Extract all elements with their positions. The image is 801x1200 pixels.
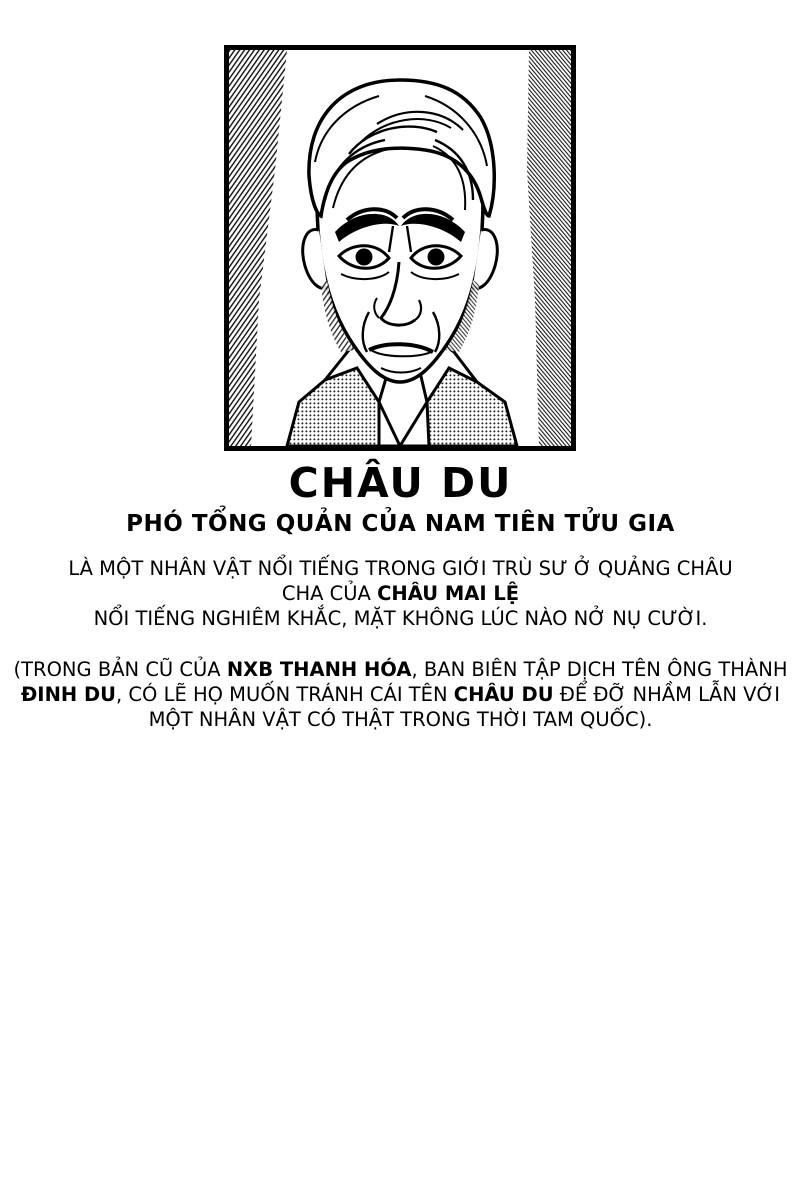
translator-note [0, 658, 801, 733]
note-line-1-suffix: , BAN BIÊN TẬP DỊCH TÊN ÔNG THÀNH [411, 658, 788, 682]
note-line-3: MỘT NHÂN VẬT CÓ THẬT TRONG THỜI TAM QUỐC). [148, 708, 653, 732]
note-line-1-prefix: (TRONG BẢN CŨ CỦA [13, 658, 227, 682]
description-line-3: NỔI TIẾNG NGHIÊM KHẮC, MẶT KHÔNG LÚC NÀO NỞ NỤ CƯỜI. [93, 607, 708, 631]
character-name: CHÂU DU [288, 459, 513, 507]
description-line-2 [0, 582, 801, 607]
character-description [0, 557, 801, 632]
character-portrait-panel [224, 45, 576, 451]
original-name: CHÂU DU [453, 683, 554, 707]
character-role: PHÓ TỔNG QUẢN CỦA NAM TIÊN TỬU GIA [126, 511, 675, 538]
caption-block [0, 459, 801, 733]
note-line-2 [0, 683, 801, 708]
character-portrait-image [229, 50, 571, 446]
note-line-2-middle: , CÓ LẼ HỌ MUỐN TRÁNH CÁI TÊN [116, 683, 454, 707]
note-line-1 [0, 658, 801, 683]
note-line-2-suffix: ĐỂ ĐỠ NHẦM LẪN VỚI [553, 683, 781, 707]
description-line-2-prefix: CHA CỦA [281, 582, 378, 606]
alt-name: ĐINH DU [20, 683, 117, 707]
publisher-name: NXB THANH HÓA [226, 658, 412, 682]
description-line-1: LÀ MỘT NHÂN VẬT NỔI TIẾNG TRONG GIỚI TRÙ SƯ Ở QUẢNG CHÂU [68, 557, 733, 581]
description-daughter-name: CHÂU MAI LỆ [377, 582, 520, 606]
